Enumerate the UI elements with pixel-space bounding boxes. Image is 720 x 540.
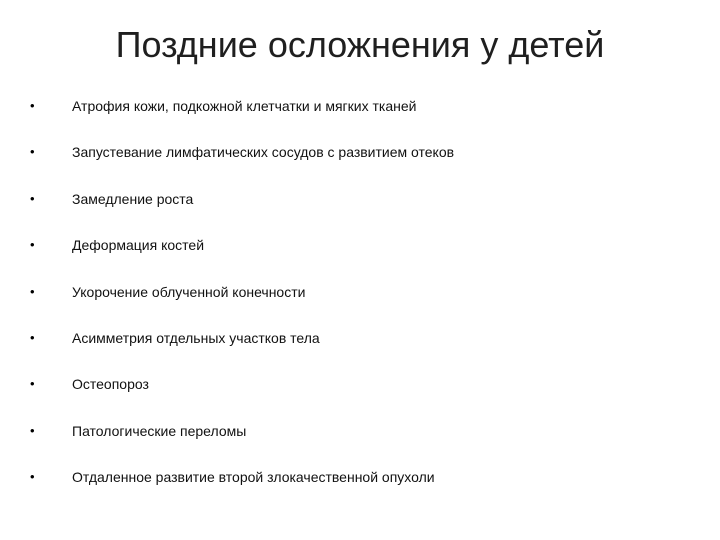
list-item [28,374,698,420]
bullet-icon: • [30,98,35,113]
list-item [28,421,698,467]
list-item [28,189,698,235]
list-item [28,235,698,281]
list-item-text: Замедление роста [72,190,194,207]
list-item [28,467,698,513]
list-item [28,282,698,328]
list-item [28,328,698,374]
list-item-text: Остеопороз [72,376,149,393]
list-item-text: Укорочение облученной конечности [72,283,306,300]
bullet-icon: • [30,237,35,253]
bullet-icon: • [30,469,35,485]
list-item-text: Патологические переломы [72,422,247,439]
slide-title: Поздние осложнения у детей [115,24,605,65]
list-item-text: Атрофия кожи, подкожной клетчатки и мягких тканей [72,98,417,114]
list-item-text: Запустевание лимфатических сосудов с развитием отеков [72,144,455,161]
bullet-list [28,96,698,514]
list-item-text: Отдаленное развитие второй злокачественной опухоли [72,469,435,486]
bullet-icon: • [30,190,35,206]
list-item [28,96,698,142]
list-item-text: Деформация костей [72,237,205,254]
bullet-icon: • [30,376,35,392]
bullet-icon: • [30,283,35,299]
list-item-text: Асимметрия отдельных участков тела [72,329,320,346]
bullet-icon: • [30,422,35,438]
bullet-icon: • [30,329,35,345]
bullet-icon: • [30,144,35,160]
list-item [28,142,698,188]
